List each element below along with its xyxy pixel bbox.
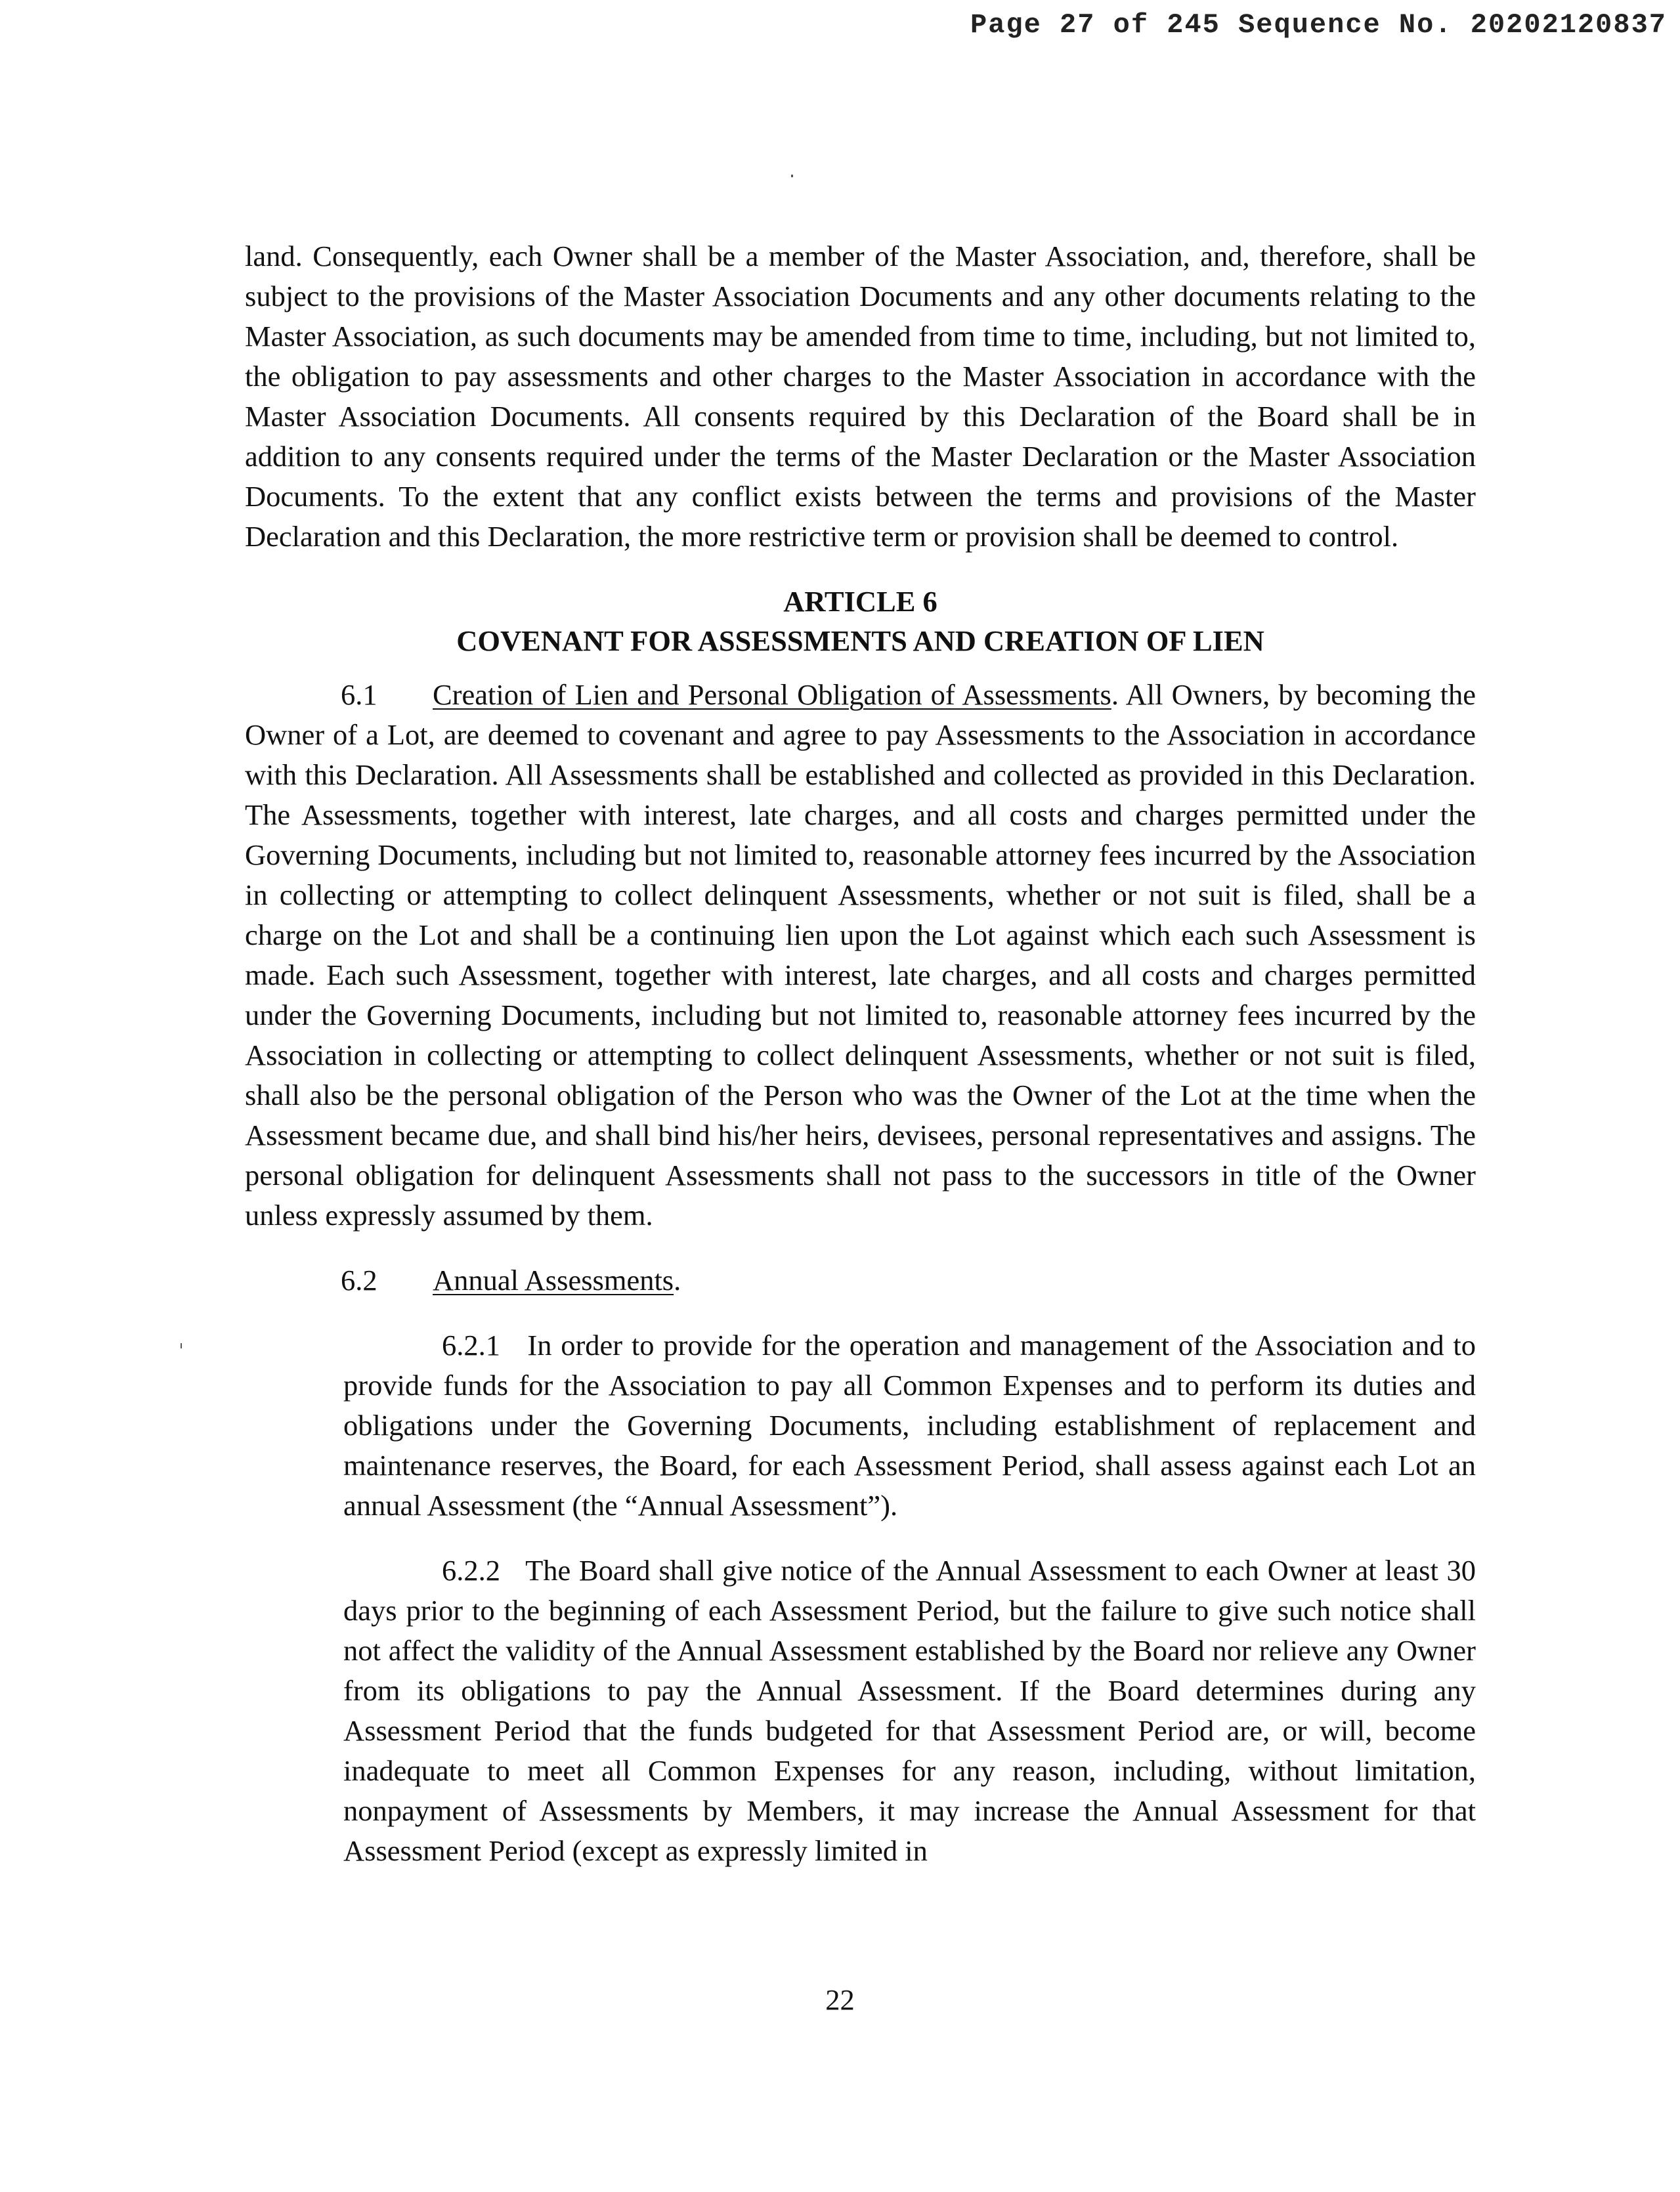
section-6-2-1 [343, 1325, 1476, 1526]
section-6-2-1-number: 6.2.1 [442, 1329, 500, 1362]
page-number: 22 [825, 1983, 855, 2016]
section-6-1 [245, 675, 1476, 1236]
section-6-2-2-text: The Board shall give notice of the Annual Assessment to each Owner at least 30 days prior to the beginning of each Assessment Period, but the failure to give such notice shall not affect the validity of the Annual Assessment established by the Board nor relieve any Owner from its obligations to pay the Annual Assessment. If the Board determines during any Assessment Period that the funds budgeted for that Assessment Period are, or will, become inadequate to meet all Common Expenses for any reason, including, without limitation, nonpayment of Assessments by Members, it may increase the Annual Assessment for that Assessment Period (except as expressly limited in [343, 1554, 1476, 1867]
section-6-2-2 [343, 1551, 1476, 1871]
section-6-1-text: All Owners, by becoming the Owner of a Lot, are deemed to covenant and agree to pay Assessments to the Association in accordance with this Declaration. All Assessments shall be established and collected as provided in this Declaration. The Assessments, together with interest, late charges, and all costs and charges permitted under the Governing Documents, including but not limited to, reasonable attorney fees incurred by the Association in collecting or attempting to collect delinquent Assessments, whether or not suit is filed, shall be a charge on the Lot and shall be a continuing lien upon the Lot against which each such Assessment is made. Each such Assessment, together with interest, late charges, and all costs and charges permitted under the Governing Documents, including but not limited to, reasonable attorney fees incurred by the Association in collecting or attempting to collect delinquent Assessments, whether or not suit is filed, shall also be the personal obligation of the Person who was the Owner of the Lot at the time when the Assessment became due, and shall bind his/her heirs, devisees, personal representatives and assigns. The personal obligation for delinquent Assessments shall not pass to the successors in title of the Owner unless expressly assumed by them. [245, 678, 1476, 1232]
section-6-1-heading-period: . [1111, 678, 1119, 711]
section-6-1-heading: Creation of Lien and Personal Obligation of Assessments [433, 678, 1111, 711]
section-6-2 [341, 1260, 1476, 1300]
scan-speck [181, 1343, 182, 1348]
section-6-2-number: 6.2 [341, 1264, 377, 1297]
page-sequence-header: Page 27 of 245 Sequence No. 20202120837 [970, 9, 1667, 41]
intro-paragraph: land. Consequently, each Owner shall be a member of the Master Association, and, therefore, shall be subject to the provisions of the Master Association Documents and any other documents relating to the Master Association, as such documents may be amended from time to time, including, but not limited to, the obligation to pay assessments and other charges to the Master Association in accordance with the Master Association Documents. All consents required by this Declaration of the Board shall be in addition to any consents required under the terms of the Master Declaration or the Master Association Documents. To the extent that any conflict exists between the terms and provisions of the Master Declaration and this Declaration, the more restrictive term or provision shall be deemed to control. [245, 240, 1476, 553]
document-body [245, 236, 1476, 1871]
article-heading [245, 582, 1476, 660]
section-6-2-heading: Annual Assessments [433, 1264, 674, 1297]
scan-speck [791, 175, 793, 177]
section-6-2-heading-period: . [674, 1264, 681, 1297]
article-number: ARTICLE 6 [783, 585, 937, 618]
section-6-2-1-text: In order to provide for the operation and management of the Association and to provide funds for the Association to pay all Common Expenses and to perform its duties and obligations under the Governing Documents, including establishment of replacement and maintenance reserves, the Board, for each Assessment Period, shall assess against each Lot an annual Assessment (the “Annual Assessment”). [343, 1329, 1476, 1522]
article-title: COVENANT FOR ASSESSMENTS AND CREATION OF LIEN [456, 624, 1264, 657]
section-6-1-number: 6.1 [341, 678, 377, 711]
section-6-2-2-number: 6.2.2 [442, 1554, 500, 1587]
